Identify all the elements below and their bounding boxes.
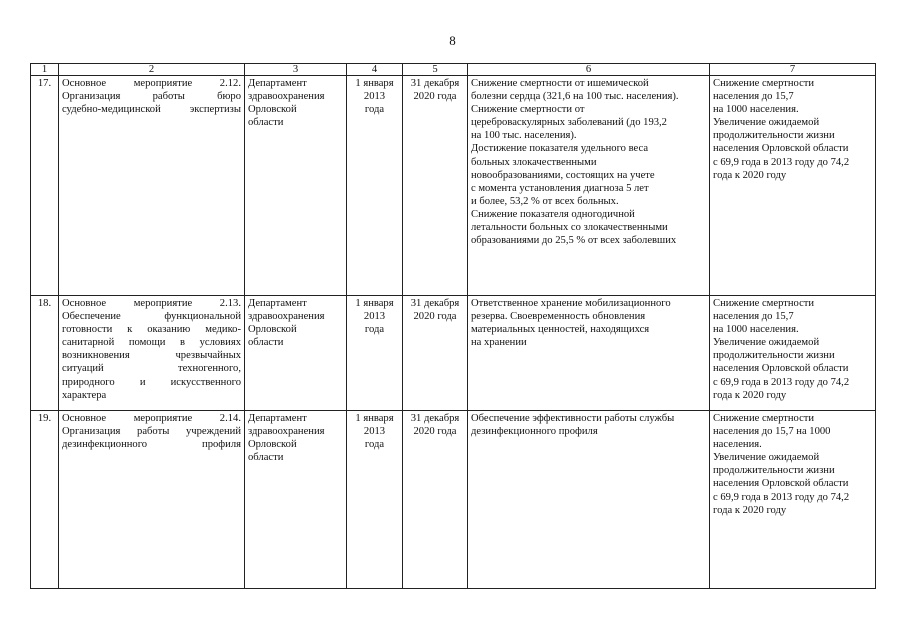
text-line: Департамент: [248, 298, 307, 309]
text-line: населения до 15,7: [713, 311, 794, 323]
text-line: 2020 года: [413, 426, 457, 438]
text-line: 31 декабря: [410, 413, 460, 424]
text-line: и более, 53,2 % от всех больных.: [471, 195, 619, 207]
text-line: Департамент: [248, 78, 307, 89]
text-line: области: [248, 337, 284, 349]
column-header: 2: [59, 64, 245, 76]
text-line: продолжительности жизни: [713, 465, 835, 477]
text-line: Обеспечение эффективности работы службы: [471, 413, 675, 424]
text-line: Орловской: [248, 439, 297, 451]
text-line: цереброваскулярных заболеваний (до 193,2: [471, 117, 667, 129]
text-line: здравоохранения: [248, 426, 325, 438]
text-line: ситуаций техногенного,: [62, 363, 241, 375]
text-line: Основное мероприятие 2.13.: [62, 298, 241, 309]
text-line: Снижение смертности: [713, 413, 815, 424]
indicators-cell: [710, 411, 876, 589]
text-line: Снижение смертности от ишемической: [471, 78, 649, 89]
column-header: 1: [31, 64, 59, 76]
text-line: 31 декабря: [410, 78, 460, 89]
column-header: 6: [468, 64, 710, 76]
text-line: с 69,9 года в 2013 году до 74,2: [713, 376, 850, 388]
text-line: здравоохранения: [248, 311, 325, 323]
text-line: летальности больных со злокачественными: [471, 222, 668, 234]
text-line: судебно-медицинской экспертизы: [62, 104, 241, 116]
text-line: с 69,9 года в 2013 году до 74,2: [713, 491, 850, 503]
text-line: образованиями до 25,5 % от всех заболевших: [471, 235, 677, 247]
indicators-cell: [710, 76, 876, 296]
text-line: 1 января: [355, 413, 394, 424]
expected-result-cell: [468, 296, 710, 411]
text-line: Увеличение ожидаемой: [713, 117, 820, 129]
text-line: Орловской: [248, 104, 297, 116]
text-line: с момента установления диагноза 5 лет: [471, 182, 649, 194]
indicators-cell: [710, 296, 876, 411]
text-line: на хранении: [471, 337, 527, 349]
column-header: 7: [710, 64, 876, 76]
table-row: [31, 76, 876, 296]
text-line: материальных ценностей, находящихся: [471, 324, 650, 336]
table-row: [31, 296, 876, 411]
text-line: Организация работы учреждений: [62, 426, 241, 438]
text-line: готовности к оказанию медико-: [62, 324, 241, 336]
end-date-cell: [403, 76, 468, 296]
text-line: 2013: [363, 426, 386, 438]
program-measures-table: [30, 63, 876, 589]
text-line: Обеспечение функциональной: [62, 311, 241, 323]
text-line: на 1000 населения.: [713, 324, 799, 336]
text-line: года к 2020 году: [713, 504, 787, 516]
text-line: 2013: [363, 311, 386, 323]
executor-cell: [245, 411, 347, 589]
text-line: санитарной помощи в условиях: [62, 337, 241, 349]
text-line: 2020 года: [413, 91, 457, 103]
text-line: 2020 года: [413, 311, 457, 323]
text-line: продолжительности жизни: [713, 130, 835, 142]
end-date-cell: [403, 411, 468, 589]
text-line: Ответственное хранение мобилизационного: [471, 298, 671, 309]
text-line: 31 декабря: [410, 298, 460, 309]
text-line: года: [364, 104, 385, 116]
table-row: [31, 411, 876, 589]
text-line: года: [364, 439, 385, 451]
column-header: 3: [245, 64, 347, 76]
measure-cell: [59, 411, 245, 589]
text-line: Увеличение ожидаемой: [713, 452, 820, 464]
column-header: 4: [347, 64, 403, 76]
start-date-cell: [347, 296, 403, 411]
text-line: года: [364, 324, 385, 336]
executor-cell: [245, 76, 347, 296]
column-header: 5: [403, 64, 468, 76]
text-line: населения Орловской области: [713, 478, 849, 490]
text-line: области: [248, 452, 284, 464]
row-number: 18.: [31, 296, 59, 411]
text-line: резерва. Своевременность обновления: [471, 311, 646, 323]
text-line: Снижение смертности: [713, 298, 815, 309]
text-line: года к 2020 году: [713, 389, 787, 401]
text-line: Увеличение ожидаемой: [713, 337, 820, 349]
expected-result-cell: [468, 76, 710, 296]
text-line: дезинфекционного профиля: [62, 439, 241, 451]
text-line: населения Орловской области: [713, 363, 849, 375]
start-date-cell: [347, 411, 403, 589]
text-line: области: [248, 117, 284, 129]
text-line: 1 января: [355, 298, 394, 309]
text-line: продолжительности жизни: [713, 350, 835, 362]
text-line: характера: [62, 389, 107, 401]
text-line: дезинфекционного профиля: [471, 426, 598, 438]
text-line: Основное мероприятие 2.14.: [62, 413, 241, 424]
text-line: Орловской: [248, 324, 297, 336]
header-row: [31, 64, 876, 76]
text-line: 2013: [363, 91, 386, 103]
text-line: здравоохранения: [248, 91, 325, 103]
measure-cell: [59, 76, 245, 296]
text-line: природного и искусственного: [62, 376, 241, 388]
text-line: болезни сердца (321,6 на 100 тыс. населения).: [471, 91, 679, 103]
text-line: населения.: [713, 439, 762, 451]
text-line: Организация работы бюро: [62, 91, 241, 103]
text-line: 1 января: [355, 78, 394, 89]
executor-cell: [245, 296, 347, 411]
start-date-cell: [347, 76, 403, 296]
text-line: с 69,9 года в 2013 году до 74,2: [713, 156, 850, 168]
expected-result-cell: [468, 411, 710, 589]
text-line: Основное мероприятие 2.12.: [62, 78, 241, 89]
text-line: больных злокачественными: [471, 156, 597, 168]
text-line: Снижение показателя одногодичной: [471, 208, 635, 220]
text-line: Достижение показателя удельного веса: [471, 143, 649, 155]
text-line: Снижение смертности от: [471, 104, 585, 116]
measure-cell: [59, 296, 245, 411]
page-number: 8: [449, 33, 456, 48]
text-line: Департамент: [248, 413, 307, 424]
text-line: года к 2020 году: [713, 169, 787, 181]
text-line: населения до 15,7: [713, 91, 794, 103]
text-line: новообразованиями, состоящих на учете: [471, 169, 655, 181]
text-line: возникновения чрезвычайных: [62, 350, 241, 362]
end-date-cell: [403, 296, 468, 411]
text-line: населения до 15,7 на 1000: [713, 426, 831, 438]
row-number: 19.: [31, 411, 59, 589]
text-line: населения Орловской области: [713, 143, 849, 155]
row-number: 17.: [31, 76, 59, 296]
text-line: на 1000 населения.: [713, 104, 799, 116]
text-line: на 100 тыс. населения).: [471, 130, 577, 142]
text-line: Снижение смертности: [713, 78, 815, 89]
